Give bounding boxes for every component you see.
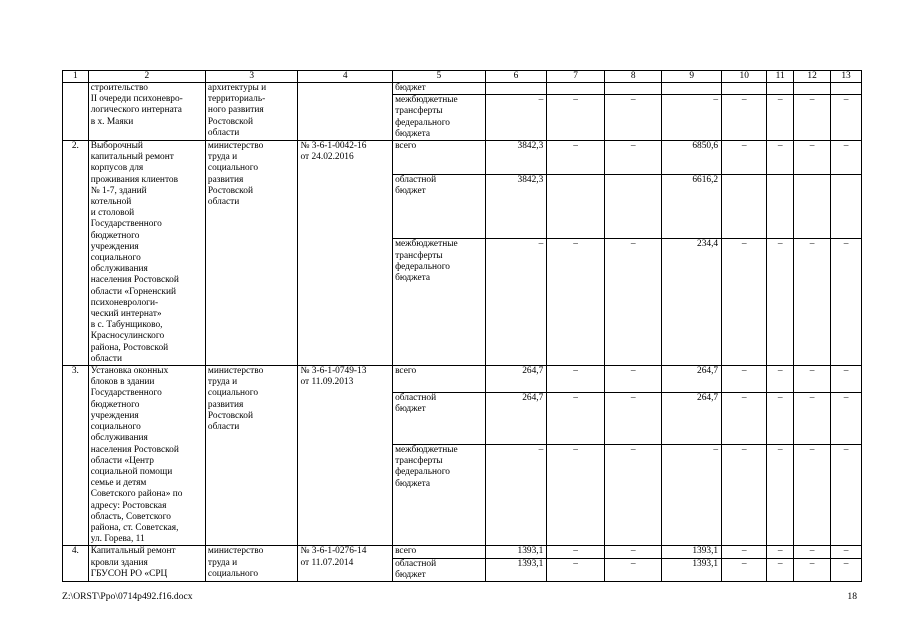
value-cell: 1393,1: [662, 546, 722, 558]
column-number-4: 4: [298, 71, 393, 83]
value-cell: [722, 174, 767, 239]
value-cell: –: [831, 546, 862, 558]
object-name: строительство II очереди психоневро- логического интерната в х. Маяки: [88, 83, 205, 141]
document-number: № 3-6-1-0276-14 от 11.07.2014: [298, 546, 393, 582]
value-cell: –: [485, 95, 547, 141]
column-number-12: 12: [794, 71, 831, 83]
column-number-5: 5: [393, 71, 486, 83]
funding-source: областной бюджет: [393, 393, 486, 445]
column-number-9: 9: [662, 71, 722, 83]
value-cell: –: [831, 239, 862, 366]
value-cell: –: [767, 546, 794, 558]
object-name: Установка оконных блоков в здании Государственного бюджетного учреждения социального обслуживания населения Ростовской области «Центр социальной помощи семье и детям Советского района» по адресу: Ростовская область, Советского района, ст. Советская, ул. Горева, 11: [88, 366, 205, 546]
value-cell: –: [794, 366, 831, 393]
row-number: [63, 83, 89, 141]
responsible-org: министерство труда и социального развития Ростовской области: [205, 141, 298, 366]
value-cell: –: [485, 239, 547, 366]
value-cell: –: [767, 444, 794, 545]
value-cell: –: [604, 444, 662, 545]
header-row: [63, 71, 862, 83]
budget-table: [62, 70, 862, 582]
value-cell: [794, 174, 831, 239]
value-cell: –: [547, 444, 605, 545]
value-cell: –: [604, 393, 662, 445]
responsible-org: архитектуры и территориаль- ного развития Ростовской области: [205, 83, 298, 141]
value-cell: –: [604, 95, 662, 141]
value-cell: 1393,1: [485, 546, 547, 558]
value-cell: [722, 83, 767, 95]
value-cell: [831, 174, 862, 239]
value-cell: –: [767, 366, 794, 393]
value-cell: –: [831, 141, 862, 175]
value-cell: –: [722, 239, 767, 366]
value-cell: –: [547, 239, 605, 366]
value-cell: 234,4: [662, 239, 722, 366]
value-cell: –: [767, 393, 794, 445]
value-cell: [547, 83, 605, 95]
value-cell: –: [722, 546, 767, 558]
row-number: 3.: [63, 366, 89, 546]
value-cell: –: [604, 141, 662, 175]
funding-source: областной бюджет: [393, 558, 486, 581]
document-number: № 3-6-1-0042-16 от 24.02.2016: [298, 141, 393, 366]
responsible-org: министерство труда и социального: [205, 546, 298, 582]
document-number: № 3-6-1-0749-13 от 11.09.2013: [298, 366, 393, 546]
object-name: Капитальный ремонт кровли здания ГБУСОН РО «СРЦ: [88, 546, 205, 582]
value-cell: 3842,3: [485, 141, 547, 175]
file-path: Z:\ORST\Ppo\0714p492.f16.docx: [62, 591, 193, 602]
value-cell: –: [547, 558, 605, 581]
value-cell: [604, 174, 662, 239]
value-cell: –: [767, 95, 794, 141]
value-cell: –: [547, 393, 605, 445]
column-number-1: 1: [63, 71, 89, 83]
value-cell: [485, 83, 547, 95]
column-number-3: 3: [205, 71, 298, 83]
value-cell: –: [547, 546, 605, 558]
responsible-org: министерство труда и социального развития Ростовской области: [205, 366, 298, 546]
value-cell: [604, 83, 662, 95]
value-cell: –: [485, 444, 547, 545]
funding-source: всего: [393, 546, 486, 558]
funding-source: всего: [393, 141, 486, 175]
value-cell: –: [604, 558, 662, 581]
value-cell: [794, 83, 831, 95]
value-cell: –: [831, 95, 862, 141]
value-cell: [767, 174, 794, 239]
value-cell: [767, 83, 794, 95]
value-cell: 264,7: [662, 366, 722, 393]
value-cell: –: [722, 141, 767, 175]
table-row: [63, 366, 862, 393]
value-cell: 264,7: [485, 393, 547, 445]
value-cell: –: [794, 239, 831, 366]
table-row: [63, 141, 862, 175]
row-number: 2.: [63, 141, 89, 366]
value-cell: –: [767, 558, 794, 581]
column-number-10: 10: [722, 71, 767, 83]
value-cell: 264,7: [662, 393, 722, 445]
column-number-7: 7: [547, 71, 605, 83]
value-cell: –: [604, 239, 662, 366]
value-cell: –: [831, 366, 862, 393]
document-number: [298, 83, 393, 141]
value-cell: [547, 174, 605, 239]
value-cell: –: [794, 444, 831, 545]
value-cell: –: [794, 141, 831, 175]
value-cell: 6616,2: [662, 174, 722, 239]
funding-source: межбюджетные трансферты федерального бюджета: [393, 444, 486, 545]
value-cell: –: [767, 141, 794, 175]
funding-source: межбюджетные трансферты федерального бюджета: [393, 239, 486, 366]
column-number-13: 13: [831, 71, 862, 83]
value-cell: –: [547, 95, 605, 141]
value-cell: –: [547, 141, 605, 175]
value-cell: –: [831, 444, 862, 545]
column-number-2: 2: [88, 71, 205, 83]
value-cell: –: [794, 95, 831, 141]
object-name: Выборочный капитальный ремонт корпусов для проживания клиентов № 1-7, зданий котельной и столовой Государственного бюджетного учреждения социального обслуживания населения Ростовской области «Горненский психоневрологи- ческий интернат» в с. Табунщиково, Красносулинского района, Ростовской области: [88, 141, 205, 366]
value-cell: [831, 83, 862, 95]
value-cell: 264,7: [485, 366, 547, 393]
value-cell: –: [831, 393, 862, 445]
value-cell: –: [794, 558, 831, 581]
table-row: [63, 546, 862, 558]
funding-source: бюджет: [393, 83, 486, 95]
value-cell: 3842,3: [485, 174, 547, 239]
value-cell: –: [722, 393, 767, 445]
value-cell: –: [722, 558, 767, 581]
value-cell: –: [604, 366, 662, 393]
value-cell: –: [722, 444, 767, 545]
funding-source: областной бюджет: [393, 174, 486, 239]
value-cell: 1393,1: [485, 558, 547, 581]
value-cell: –: [662, 444, 722, 545]
value-cell: [662, 83, 722, 95]
value-cell: –: [604, 546, 662, 558]
value-cell: –: [722, 366, 767, 393]
funding-source: межбюджетные трансферты федерального бюджета: [393, 95, 486, 141]
value-cell: –: [794, 393, 831, 445]
page-number: 18: [847, 591, 857, 602]
value-cell: –: [794, 546, 831, 558]
column-number-8: 8: [604, 71, 662, 83]
row-number: 4.: [63, 546, 89, 582]
value-cell: –: [662, 95, 722, 141]
value-cell: –: [767, 239, 794, 366]
value-cell: 1393,1: [662, 558, 722, 581]
column-number-11: 11: [767, 71, 794, 83]
value-cell: –: [547, 366, 605, 393]
value-cell: –: [722, 95, 767, 141]
value-cell: 6850,6: [662, 141, 722, 175]
table-row: [63, 83, 862, 95]
value-cell: –: [831, 558, 862, 581]
column-number-6: 6: [485, 71, 547, 83]
funding-source: всего: [393, 366, 486, 393]
